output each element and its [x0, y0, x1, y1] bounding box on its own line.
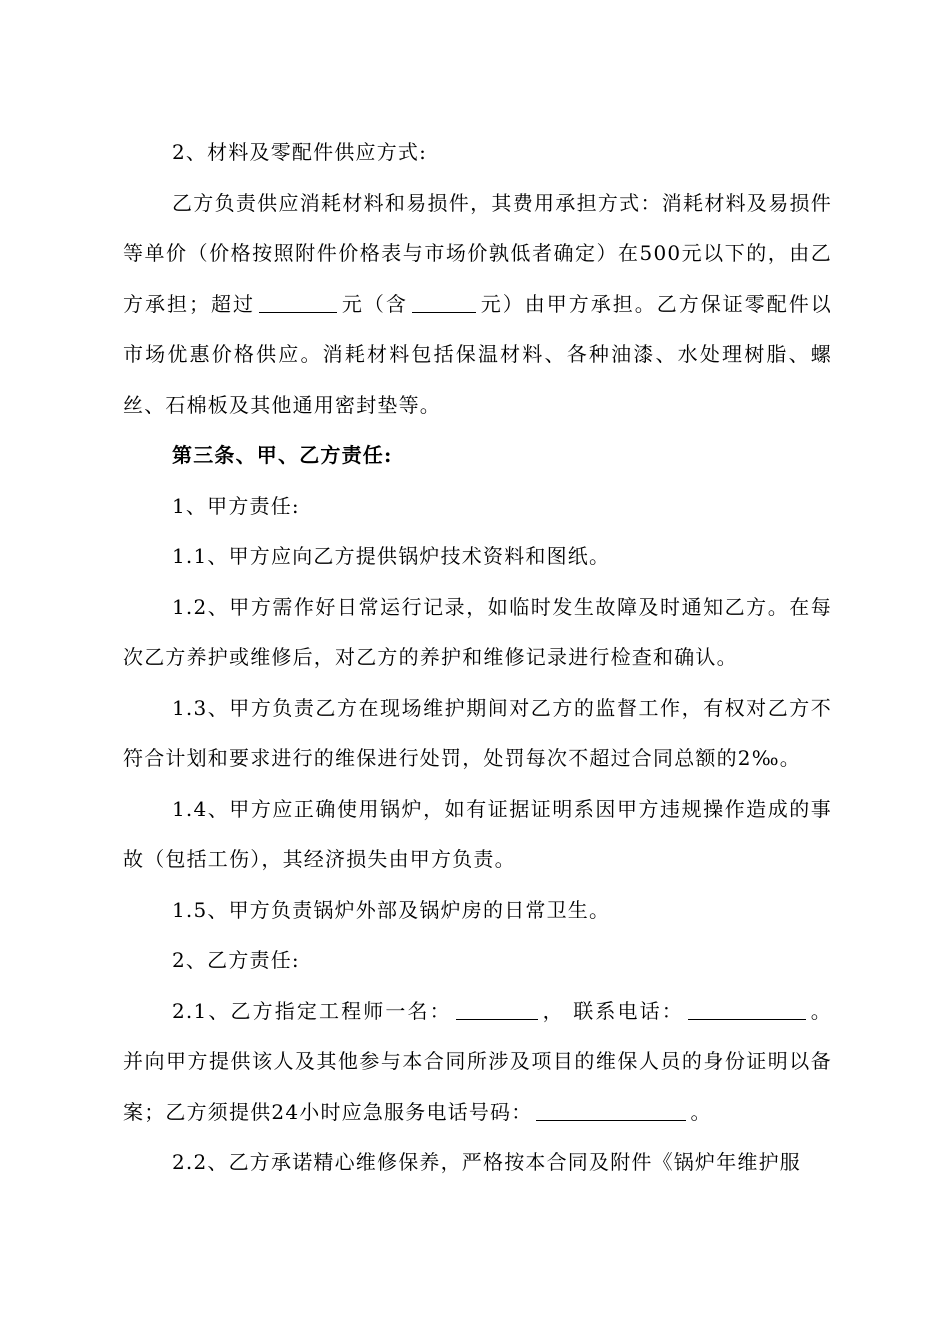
clause-1-1: 1.1、甲方应向乙方提供锅炉技术资料和图纸。: [172, 544, 611, 568]
party-a-responsibility-heading: 1、甲方责任:: [172, 493, 300, 518]
emergency-phone-blank-field[interactable]: [536, 1102, 686, 1121]
article-three-heading: 第三条、甲、乙方责任:: [172, 443, 393, 467]
clause-2-1: [123, 986, 832, 1138]
contact-phone-blank-field[interactable]: [688, 1001, 806, 1020]
clause-2-1-part1: 2.1、乙方指定工程师一名：: [172, 998, 452, 1023]
clause-2-2: 2.2、乙方承诺精心维修保养，严格按本合同及附件《锅炉年维护服: [172, 1150, 802, 1174]
paragraph-supply-terms: [123, 178, 832, 431]
clause-1-2: 1.2、甲方需作好日常运行记录，如临时发生故障及时通知乙方。在每次乙方养护或维修后，对乙方的养护和维修记录进行检查和确认。: [123, 594, 832, 669]
section-heading-material-supply: 2、材料及零配件供应方式:: [172, 140, 428, 164]
supply-text-part1: 乙方负责供应消耗材料和易损件，其费用承担方式：消耗材料及易损件等单价（价格按照附件价格表与市场价孰低者确定）在500元以下的，由乙方承担；超过: [123, 190, 832, 316]
clause-2-1-part2: ， 联系电话：: [541, 998, 684, 1023]
clause-2-1-part3: 。并向甲方提供该人及其他参与本合同所涉及项目的维保人员的身份证明以备案；乙方须提供24小时应急服务电话号码：: [123, 998, 832, 1124]
supply-text-part3: 元）由甲方承担。乙方保证零配件以市场优惠价格供应。消耗材料包括保温材料、各种油漆、水处理树脂、螺丝、石棉板及其他通用密封垫等。: [123, 291, 833, 417]
clause-1-4: 1.4、甲方应正确使用锅炉，如有证据证明系因甲方违规操作造成的事故（包括工伤），其经济损失由甲方负责。: [123, 796, 832, 871]
engineer-name-blank-field[interactable]: [456, 1001, 538, 1020]
party-b-responsibility-heading: 2、乙方责任:: [172, 948, 300, 972]
clause-1-5: 1.5、甲方负责锅炉外部及锅炉房的日常卫生。: [172, 897, 611, 922]
supply-text-part2: 元（含: [341, 291, 408, 316]
clause-1-3: 1.3、甲方负责乙方在现场维护期间对乙方的监督工作，有权对乙方不符合计划和要求进行的维保进行处罚，处罚每次不超过合同总额的2‰。: [123, 695, 832, 770]
amount-blank-field[interactable]: [259, 294, 337, 313]
clause-2-1-part4: 。: [690, 1099, 712, 1124]
amount-inclusive-blank-field[interactable]: [412, 294, 476, 313]
